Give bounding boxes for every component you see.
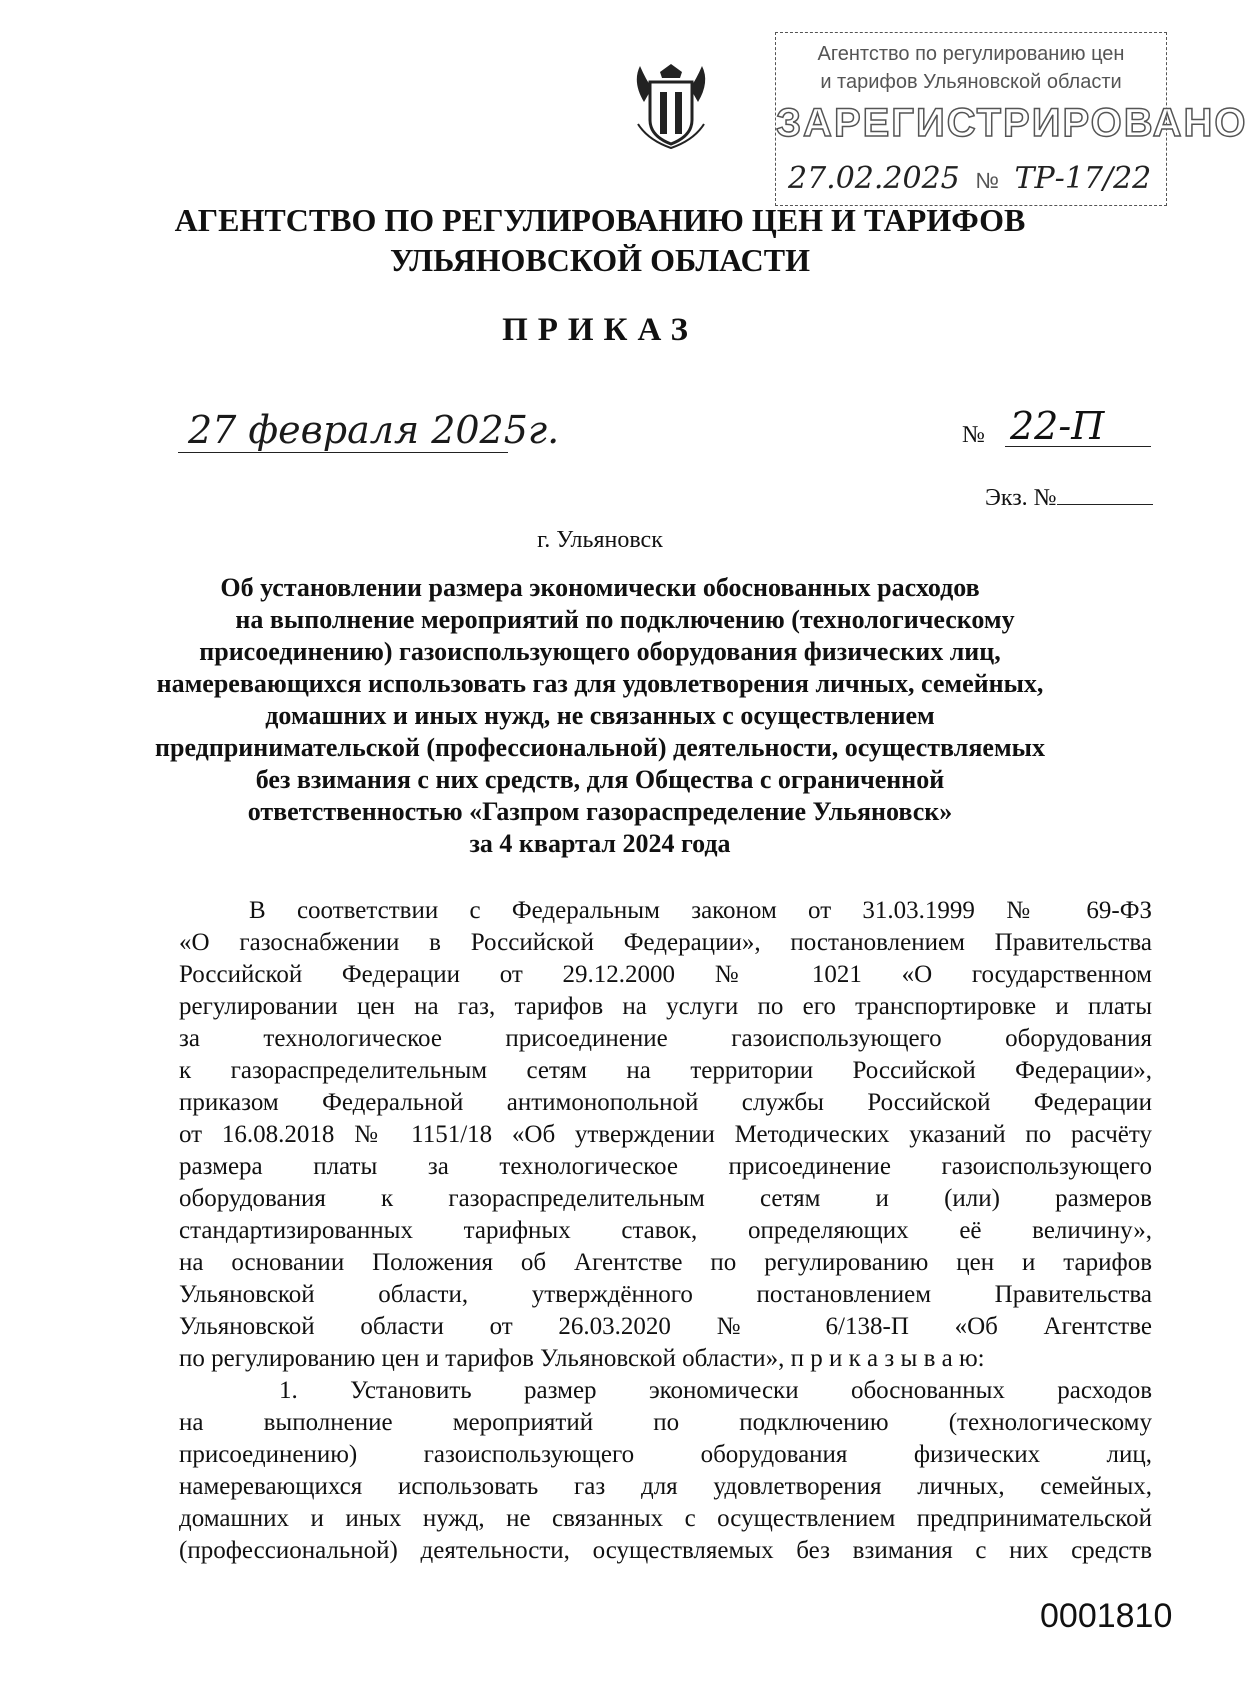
body-line: «О газоснабжении в Российской Федерации», постановлением Правительства [179,929,1152,956]
stamp-number: ТР-17/22 [1014,161,1152,196]
body-line: 1. Установить размер экономически обоснованных расходов [279,1377,1152,1404]
body-line: (профессиональной) деятельности, осуществляемых без взимания с них средств [179,1537,1152,1564]
order-number-label: № [962,422,985,448]
body-line: размера платы за технологическое присоединение газоиспользующего [179,1153,1152,1180]
body-line: на основании Положения об Агентстве по регулированию цен и тарифов [179,1249,1152,1276]
body-line: присоединению) газоиспользующего оборудования физических лиц, [179,1441,1152,1468]
order-date-handwritten: 27 февраля 2025г. [188,408,560,452]
body-line: за технологическое присоединение газоиспользующего оборудования [179,1025,1152,1052]
document-type-title: ПРИКАЗ [502,312,698,348]
order-number-underline [1005,446,1151,447]
body-line: Российской Федерации от 29.12.2000 № 1021 «О государственном [179,961,1152,988]
body-line: стандартизированных тарифных ставок, определяющих её величину», [179,1217,1152,1244]
registration-stamp [775,32,1248,206]
stamp-line-2: и тарифов Ульяновской области [820,71,1122,93]
city: г. Ульяновск [537,527,663,553]
body-line: Ульяновской области, утверждённого постановлением Правительства [179,1281,1152,1308]
order-number-handwritten: 22-П [1010,404,1105,448]
body-line: к газораспределительным сетям на территории Российской Федерации», [179,1057,1152,1084]
stamp-registered: ЗАРЕГИСТРИРОВАНО [776,101,1248,145]
agency-name [0,200,1200,280]
subject-line: без взимания с них средств, для Общества с ограниченной [255,765,945,794]
order-date-underline [178,452,508,453]
subject-line: Об установлении размера экономически обоснованных расходов [220,573,980,602]
subject-line: за 4 квартал 2024 года [469,829,731,858]
copy-number-label: Экз. № [985,485,1057,511]
copy-number-blank [1057,482,1153,505]
subject-line: присоединению) газоиспользующего оборудования физических лиц, [199,637,1001,666]
body-line: приказом Федеральной антимонопольной службы Российской Федерации [179,1089,1152,1116]
body-line: регулировании цен на газ, тарифов на услуги по его транспортировке и платы [179,993,1152,1020]
agency-name-line-1: АГЕНТСТВО ПО РЕГУЛИРОВАНИЮ ЦЕН И ТАРИФОВ [174,202,1026,238]
subject-line: предпринимательской (профессиональной) деятельности, осуществляемых [155,733,1045,762]
body-line: В соответствии с Федеральным законом от 31.03.1999 № 69-ФЗ [249,897,1152,924]
body-line: на выполнение мероприятий по подключению (технологическому [179,1409,1152,1436]
order-subject [0,572,1200,860]
subject-line: на выполнение мероприятий по подключению (технологическому [235,605,1015,634]
subject-line: домашних и иных нужд, не связанных с осуществлением [265,701,935,730]
body-line: Ульяновской области от 26.03.2020 № 6/138-П «Об Агентстве [179,1313,1152,1340]
body-line: от 16.08.2018 № 1151/18 «Об утверждении Методических указаний по расчёту [179,1121,1152,1148]
subject-line: ответственностью «Газпром газораспределение Ульяновск» [247,797,953,826]
body-line: оборудования к газораспределительным сетям и (или) размеров [179,1185,1152,1212]
copy-number [985,482,1153,512]
subject-line: намеревающихся использовать газ для удовлетворения личных, семейных, [156,669,1044,698]
order-body [179,895,1152,1567]
stamp-registration-entry [788,161,1151,196]
body-line: намеревающихся использовать газ для удовлетворения личных, семейных, [179,1473,1152,1500]
page-id-number: 0001810 [1040,1597,1173,1635]
body-line: домашних и иных нужд, не связанных с осуществлением предпринимательской [179,1505,1152,1532]
agency-name-line-2: УЛЬЯНОВСКОЙ ОБЛАСТИ [389,242,811,278]
body-line: по регулированию цен и тарифов Ульяновской области», п р и к а з ы в а ю: [179,1345,985,1372]
stamp-line-1: Агентство по регулированию цен [817,43,1125,65]
stamp-no-label: № [975,168,999,193]
stamp-date: 27.02.2025 [788,161,960,196]
coat-of-arms-icon [630,62,712,150]
